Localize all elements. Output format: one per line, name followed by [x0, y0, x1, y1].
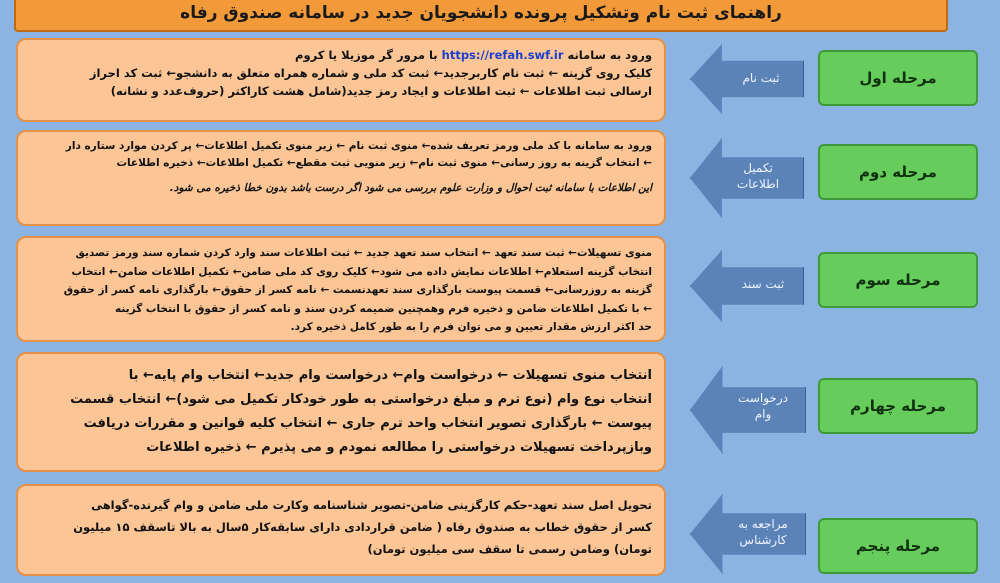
- stage-2-arrow-label: تکمیل اطلاعات: [736, 161, 780, 191]
- stage-5-button[interactable]: مرحله پنجم: [818, 518, 978, 574]
- stage-4-arrow-label: درخواست وام: [738, 391, 788, 421]
- stage-5-line-2: کسر از حقوق خطاب به صندوق رفاه ( ضامن قراردادی دارای سابقه‌کار ۵سال به بالا تاسقف ۱۵ میلیون: [73, 520, 652, 534]
- stage-5-line-1: تحویل اصل سند تعهد-حکم کارگزینی ضامن-تصویر شناسنامه وکارت ملی ضامن و وام گیرنده-گواهی: [91, 498, 652, 512]
- stage-4-line-4: وبازپرداخت تسهیلات درخواستی را مطالعه نمودم و می پذیرم ← ذخیره اطلاعات: [146, 440, 652, 455]
- stage-1-line-2: کلیک روی گزینه ← ثبت نام کاربرجدید← ثبت کد ملی و شماره همراه متعلق به دانشجو← ثبت کد احراز: [89, 66, 652, 80]
- stage-4-line-3: پیوست ← بارگذاری تصویر انتخاب واحد ترم جاری ← انتخاب کلیه قوانین و مقررات دریافت: [83, 416, 652, 431]
- stage-3-line-4: ← با تکمیل اطلاعات ضامن و ذخیره فرم وهمچنین ضمیمه کردن سند و نامه کسر از حقوق با انتخاب گزینه: [115, 302, 652, 315]
- stage-5-line-3: تومان) وضامن رسمی تا سقف سی میلیون تومان): [367, 542, 652, 556]
- stage-4-button[interactable]: مرحله چهارم: [818, 378, 978, 434]
- stage-3-arrow-label: ثبت سند: [741, 277, 785, 291]
- stage-4-instructions: [16, 352, 666, 472]
- stage-3-line-3: گزینه به روزرسانی← قسمت پیوست بارگذاری سند تعهدنسمت ← نامه کسر از حقوق← بارگذاری نامه کسر از حقوق: [63, 284, 652, 296]
- stage-2-button[interactable]: مرحله دوم: [818, 144, 978, 200]
- stage-1-line-3: ارسالی ثبت اطلاعات ← ثبت اطلاعات و ایجاد رمز جدید(شامل هشت کاراکتر (حروف‌عدد و نشانه): [110, 84, 652, 98]
- stage-2-line-1: ورود به سامانه با کد ملی ورمز تعریف شده← منوی ثبت نام ← زیر منوی تکمیل اطلاعات← پر کردن موارد ستاره دار: [65, 140, 652, 152]
- stage-3-button[interactable]: مرحله سوم: [818, 252, 978, 308]
- stage-3-line-1: منوی تسهیلات← ثبت سند تعهد ← انتخاب سند تعهد جدید ← ثبت اطلاعات سند وارد کردن شماره سند ورمز تصدیق: [75, 247, 652, 259]
- stage-1-instructions: [16, 38, 666, 122]
- stage-3-instructions: [16, 236, 666, 342]
- refah-link[interactable]: https://refah.swf.ir: [441, 48, 564, 62]
- stage-3-line-2: انتخاب گزینه استعلام← اطلاعات نمایش داده می شود← کلیک روی کد ملی ضامن← تکمیل اطلاعات ضامن← انتخاب: [71, 265, 652, 278]
- stage-1-line-1: ورود به سامانه https://refah.swf.ir با مرور گر موزیلا یا کروم: [295, 48, 652, 62]
- stage-3-line-5: حد اکثر ارزش مقدار تعیین و می توان فرم را به طور کامل ذخیره کرد.: [290, 321, 652, 333]
- stage-2-instructions: [16, 130, 666, 226]
- stage-4-line-2: انتخاب نوع وام (نوع ترم و مبلغ درخواستی به طور خودکار تکمیل می شود)← انتخاب قسمت: [70, 392, 652, 407]
- stage-5-instructions: [16, 484, 666, 576]
- page-title: راهنمای ثبت نام وتشکیل پرونده دانشجویان جدید در سامانه صندوق رفاه: [14, 0, 948, 32]
- stage-2-note: این اطلاعات با سامانه ثبت احوال و وزارت علوم بررسی می شود اگر درست باشد بدون خطا ذخیره می شود.: [169, 182, 652, 194]
- stage-5-arrow-label: مراجعه به کارشناس: [738, 517, 788, 547]
- stage-1-button[interactable]: مرحله اول: [818, 50, 978, 106]
- stage-4-line-1: انتخاب منوی تسهیلات ← درخواست وام← درخواست وام جدید← انتخاب وام پایه← با: [128, 368, 652, 383]
- stage-1-arrow-label: ثبت نام: [742, 71, 780, 85]
- stage-2-line-2: ← انتخاب گزینه به روز رسانی← منوی ثبت نام← زیر منویی ثبت مقطع← تکمیل اطلاعات← ذخیره اطلاعات: [116, 157, 652, 169]
